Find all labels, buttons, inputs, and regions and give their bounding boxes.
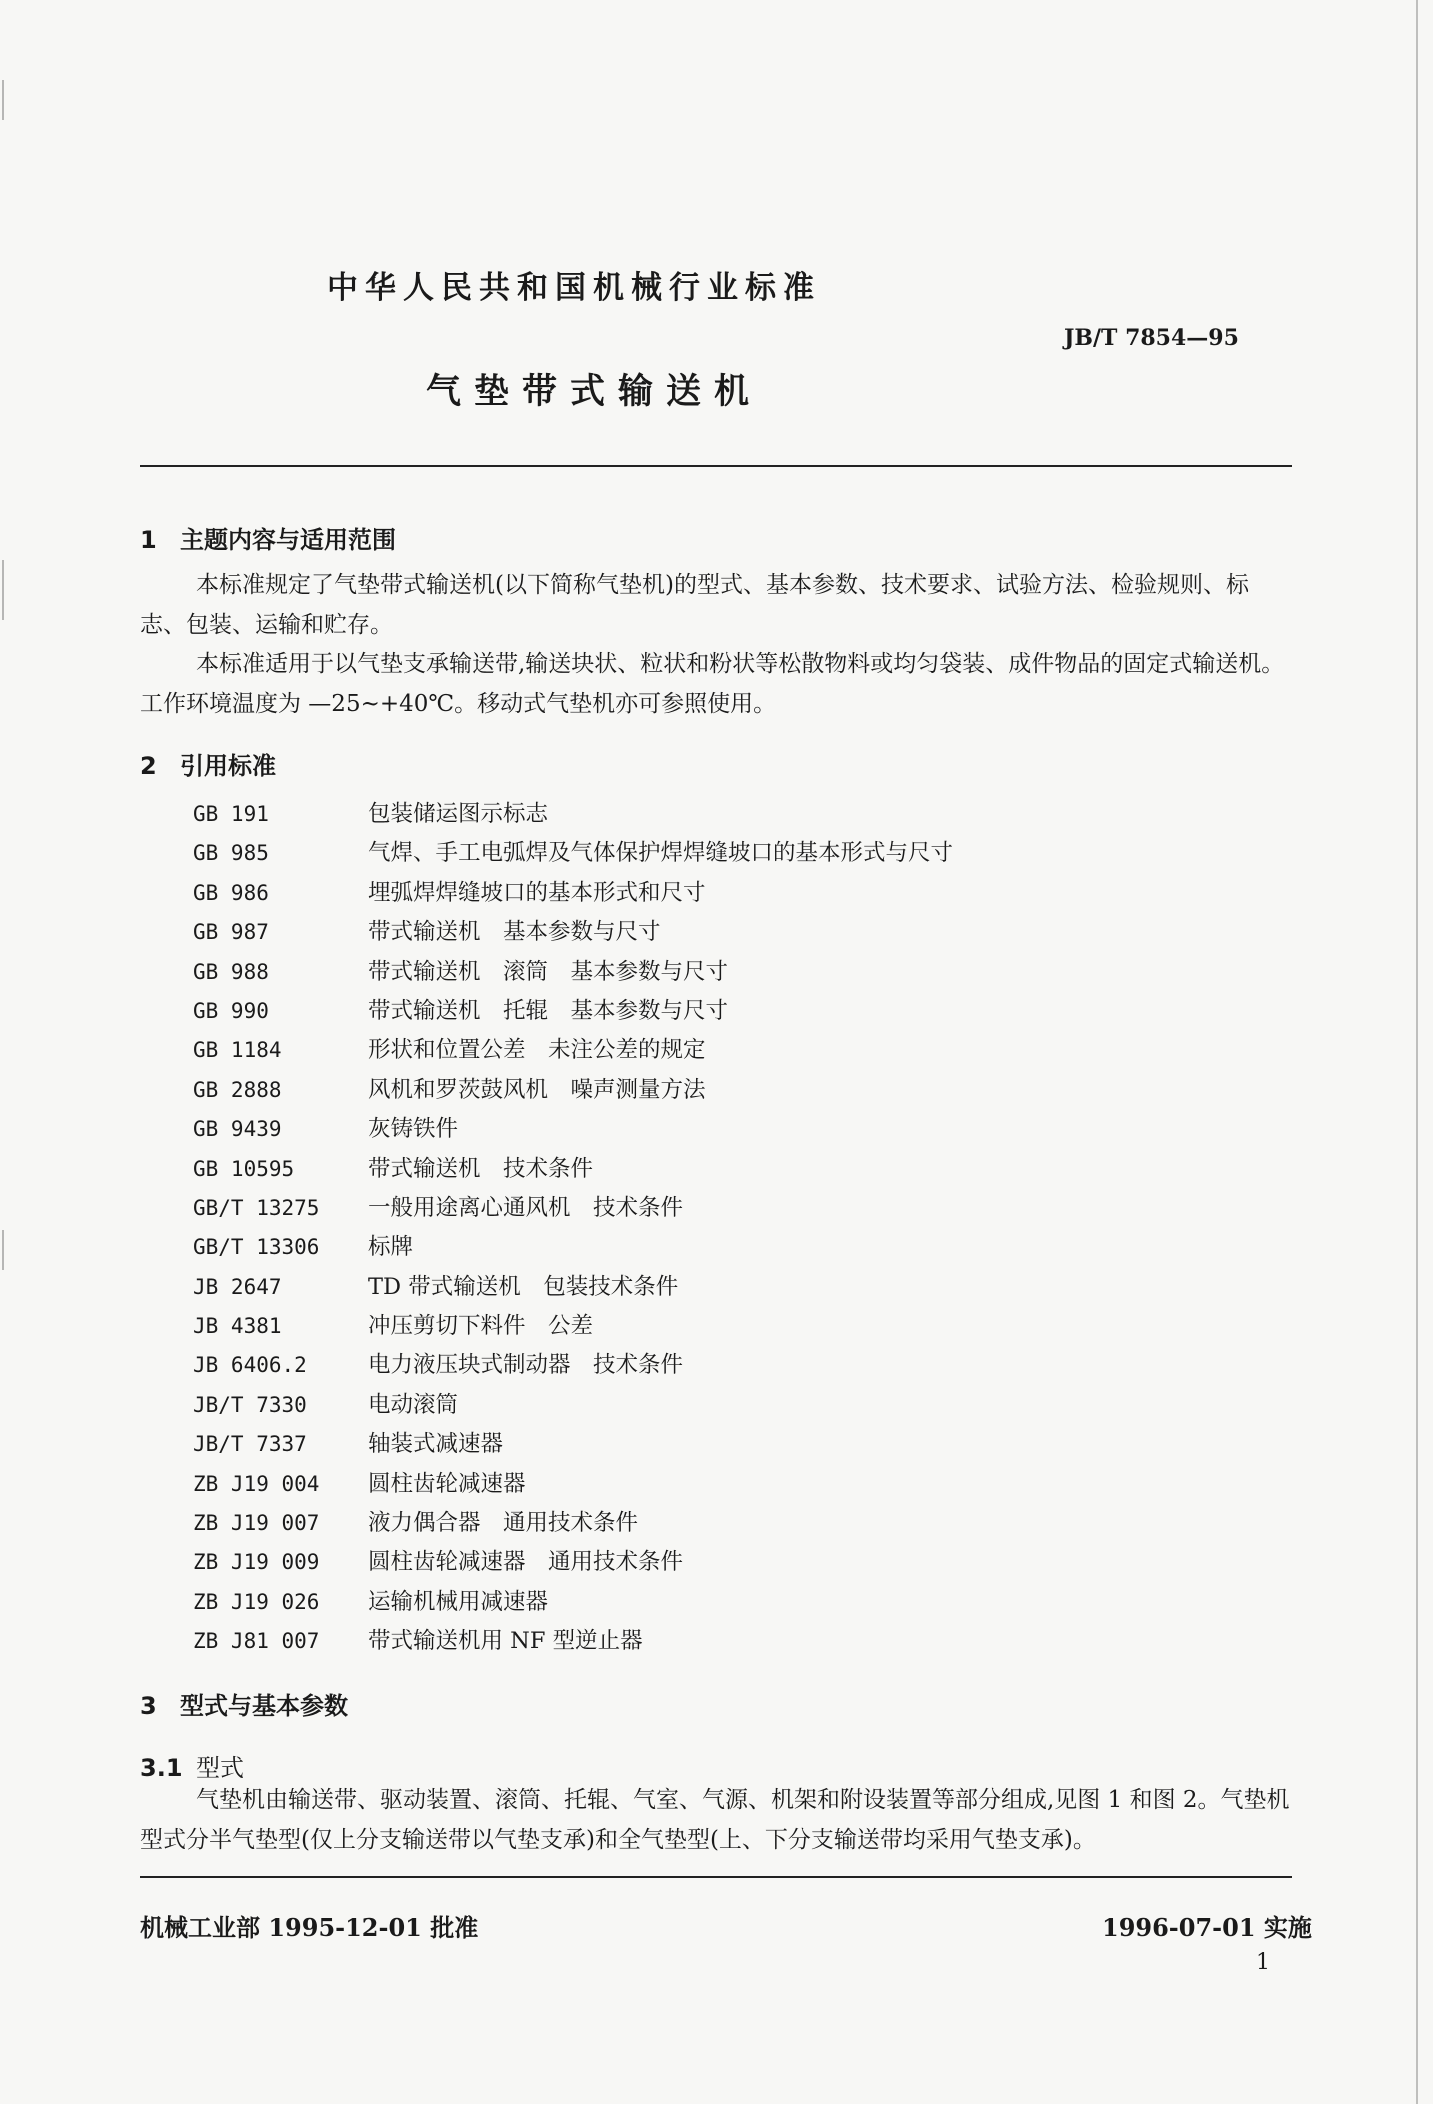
scan-edge-right (1416, 0, 1418, 2104)
scan-mark-left (2, 1230, 4, 1270)
reference-code: GB/T 13306 (193, 1235, 320, 1260)
reference-code: JB 2647 (193, 1274, 282, 1299)
reference-code: ZB J19 007 (193, 1511, 320, 1536)
reference-code: GB 988 (193, 959, 269, 984)
reference-item (193, 953, 953, 992)
reference-title: 标牌 (368, 1234, 414, 1261)
reference-title: 带式输送机 托辊 基本参数与尺寸 (368, 997, 729, 1024)
reference-item (193, 1465, 953, 1504)
standard-organization: 中华人民共和国机械行业标准 (327, 270, 821, 306)
reference-title: 埋弧焊焊缝坡口的基本形式和尺寸 (368, 879, 706, 906)
reference-code: GB 2888 (193, 1077, 282, 1102)
section-1-paragraph-1: 本标准规定了气垫带式输送机(以下简称气垫机)的型式、基本参数、技术要求、试验方法、检验规则、标志、包装、运输和贮存。 (140, 572, 1249, 638)
reference-code: GB 990 (193, 998, 269, 1023)
reference-title: 带式输送机 滚筒 基本参数与尺寸 (368, 958, 729, 985)
section-number: 3 (140, 1692, 157, 1720)
reference-item (193, 874, 953, 913)
scan-mark-left (2, 560, 4, 620)
reference-item (193, 913, 953, 952)
reference-code: GB 10595 (193, 1156, 295, 1181)
reference-code: GB 1184 (193, 1038, 282, 1063)
reference-item (193, 1110, 953, 1149)
reference-code: GB 191 (193, 802, 269, 826)
reference-title: 冲压剪切下料件 公差 (368, 1313, 594, 1340)
reference-title: 形状和位置公差 未注公差的规定 (368, 1037, 706, 1064)
reference-title: 电动滚筒 (368, 1391, 459, 1418)
reference-item (193, 1543, 953, 1582)
section-2-heading (140, 746, 276, 781)
reference-code: JB/T 7337 (193, 1432, 307, 1457)
reference-list (193, 795, 953, 1662)
reference-code: GB 985 (193, 841, 269, 866)
reference-item (193, 1583, 953, 1622)
footer-rule (140, 1876, 1292, 1878)
reference-code: ZB J19 026 (193, 1589, 320, 1614)
reference-title: 风机和罗茨鼓风机 噪声测量方法 (368, 1076, 706, 1103)
section-title: 主题内容与适用范围 (180, 526, 396, 554)
reference-item (193, 1346, 953, 1385)
reference-title: 圆柱齿轮减速器 (368, 1470, 526, 1497)
document-title: 气垫带式输送机 (426, 372, 763, 412)
reference-title: 带式输送机用 NF 型逆止器 (368, 1628, 643, 1655)
section-3-paragraph-1: 气垫机由输送带、驱动装置、滚筒、托辊、气室、气源、机架和附设装置等部分组成,见图 1 和图 2。气垫机型式分半气垫型(仅上分支输送带以气垫支承)和全气垫型(上、下分支输送带均采用气垫支承)。 (140, 1787, 1290, 1853)
reference-item (193, 795, 953, 834)
page-number: 1 (1256, 1950, 1270, 1975)
reference-title: 圆柱齿轮减速器 通用技术条件 (368, 1549, 684, 1576)
section-title: 引用标准 (180, 752, 276, 780)
reference-code: JB 4381 (193, 1314, 282, 1339)
reference-item (193, 1031, 953, 1070)
section-number: 1 (140, 526, 157, 554)
reference-item (193, 1307, 953, 1346)
subsection-number: 3.1 (140, 1754, 183, 1782)
reference-title: 运输机械用减速器 (368, 1588, 549, 1615)
reference-code: GB 9439 (193, 1117, 282, 1142)
subsection-title: 型式 (196, 1754, 244, 1782)
section-1-paragraph-2: 本标准适用于以气垫支承输送带,输送块状、粒状和粉状等松散物料或均匀袋装、成件物品的固定式输送机。工作环境温度为 —25~+40℃。移动式气垫机亦可参照使用。 (140, 651, 1285, 717)
reference-item (193, 1228, 953, 1267)
reference-code: GB 987 (193, 920, 269, 945)
reference-item (193, 1425, 953, 1464)
reference-item (193, 1386, 953, 1425)
reference-title: 带式输送机 技术条件 (368, 1155, 594, 1182)
section-3-heading (140, 1686, 348, 1721)
reference-item (193, 1622, 953, 1661)
reference-item (193, 992, 953, 1031)
reference-item (193, 1268, 953, 1307)
subsection-3-1-heading (140, 1748, 244, 1783)
reference-title: 气焊、手工电弧焊及气体保护焊焊缝坡口的基本形式与尺寸 (368, 840, 954, 867)
section-title: 型式与基本参数 (180, 1692, 348, 1720)
standard-code: JB/T 7854—95 (1064, 325, 1239, 351)
approval-line: 机械工业部 1995-12-01 批准 (140, 1913, 479, 1942)
reference-code: ZB J81 007 (193, 1629, 320, 1654)
reference-item (193, 1071, 953, 1110)
reference-code: GB 986 (193, 880, 269, 905)
section-number: 2 (140, 752, 157, 780)
reference-item (193, 834, 953, 873)
reference-title: 一般用途离心通风机 技术条件 (368, 1194, 684, 1221)
scan-mark-left (2, 80, 4, 120)
header-rule (140, 465, 1292, 467)
reference-code: ZB J19 009 (193, 1550, 320, 1575)
reference-item (193, 1504, 953, 1543)
effective-date: 1996-07-01 实施 (1102, 1913, 1312, 1942)
reference-code: JB/T 7330 (193, 1392, 307, 1417)
reference-item (193, 1189, 953, 1228)
reference-title: 包装储运图示标志 (368, 801, 549, 827)
reference-code: JB 6406.2 (193, 1353, 307, 1378)
reference-title: 带式输送机 基本参数与尺寸 (368, 919, 661, 946)
section-1-heading (140, 520, 396, 555)
reference-title: 灰铸铁件 (368, 1116, 459, 1143)
reference-code: ZB J19 004 (193, 1471, 320, 1496)
reference-title: TD 带式输送机 包装技术条件 (368, 1273, 679, 1300)
reference-code: GB/T 13275 (193, 1195, 320, 1220)
reference-title: 电力液压块式制动器 技术条件 (368, 1352, 684, 1379)
reference-title: 轴装式减速器 (368, 1431, 504, 1458)
reference-title: 液力偶合器 通用技术条件 (368, 1510, 639, 1537)
reference-item (193, 1150, 953, 1189)
